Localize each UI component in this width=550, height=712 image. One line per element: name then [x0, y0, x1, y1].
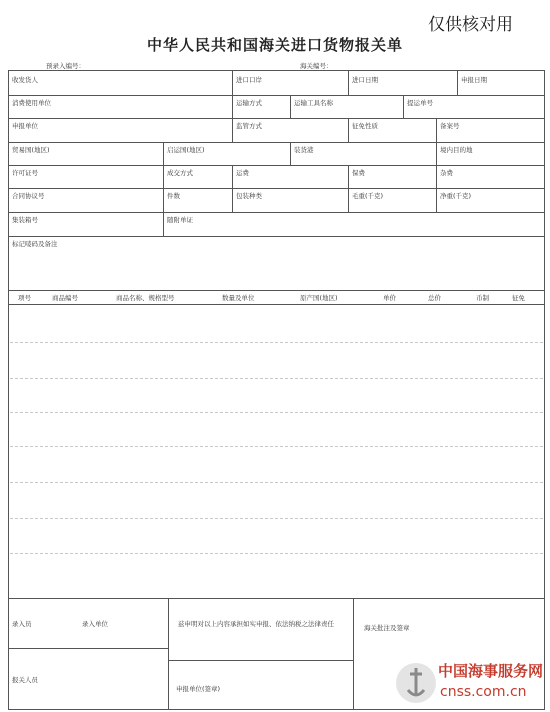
- col-divider: [290, 95, 291, 118]
- deal-mode-label: 成交方式: [167, 169, 193, 177]
- goods-row-line: [10, 482, 543, 483]
- row-divider: [8, 188, 545, 189]
- domestic-destination-label: 境内目的地: [440, 146, 473, 154]
- gross-weight-label: 毛重(千克): [352, 192, 384, 200]
- net-weight-label: 净重(千克): [440, 192, 472, 200]
- goods-row-line: [10, 412, 543, 413]
- exemption-label: 征免性质: [352, 122, 378, 130]
- col-divider: [290, 142, 291, 165]
- anchor-logo-icon: [394, 660, 438, 706]
- col-divider: [232, 70, 233, 95]
- consumer-label: 消费使用单位: [12, 99, 51, 107]
- goods-col-name: 商品名称、规格型号: [116, 294, 175, 302]
- site-watermark: [394, 658, 544, 708]
- row-divider: [8, 236, 545, 237]
- license-number-label: 许可证号: [12, 169, 38, 177]
- col-divider: [232, 188, 233, 212]
- declaration-statement: 兹申明对以上内容承担如实申报、依法纳税之法律责任: [178, 620, 334, 628]
- col-divider: [168, 598, 169, 710]
- form-title: 中华人民共和国海关进口货物报关单: [146, 36, 403, 54]
- col-divider: [163, 142, 164, 165]
- record-number-label: 备案号: [440, 122, 460, 130]
- row-divider: [8, 165, 545, 166]
- package-type-label: 包装种类: [236, 192, 262, 200]
- col-divider: [348, 165, 349, 188]
- goods-col-quantity: 数量及单位: [222, 294, 255, 302]
- col-divider: [348, 118, 349, 142]
- transport-mode-label: 运输方式: [236, 99, 262, 107]
- row-divider: [8, 290, 545, 291]
- goods-row-line: [10, 342, 543, 343]
- row-divider: [8, 118, 545, 119]
- container-number-label: 集装箱号: [12, 216, 38, 224]
- goods-row-line: [10, 553, 543, 554]
- col-divider: [436, 165, 437, 188]
- col-divider: [232, 118, 233, 142]
- declaration-form-frame: [8, 70, 545, 710]
- row-divider: [168, 660, 353, 661]
- col-divider: [403, 95, 404, 118]
- packages-label: 件数: [167, 192, 180, 200]
- consignee-label: 收发货人: [12, 76, 38, 84]
- marks-remarks-label: 标记唛码及备注: [12, 240, 58, 248]
- entry-clerk-label: 录入员: [12, 620, 32, 628]
- goods-col-unit-price: 单价: [383, 294, 396, 302]
- col-divider: [348, 188, 349, 212]
- declare-unit-signature-label: 申报单位(签章): [176, 685, 221, 693]
- row-divider: [8, 212, 545, 213]
- goods-row-line: [10, 446, 543, 447]
- declare-person-label: 报关人员: [12, 676, 38, 684]
- goods-col-total: 总价: [428, 294, 441, 302]
- contract-number-label: 合同协议号: [12, 192, 45, 200]
- row-divider: [8, 304, 545, 305]
- customs-approval-label: 海关批注及签章: [364, 624, 410, 632]
- col-divider: [163, 188, 164, 212]
- for-verification-stamp: 仅供核对用: [428, 15, 513, 35]
- documents-label: 随附单证: [167, 216, 193, 224]
- insurance-label: 保费: [352, 169, 365, 177]
- loading-port-label: 装货港: [294, 146, 314, 154]
- import-date-label: 进口日期: [352, 76, 378, 84]
- row-divider: [8, 598, 545, 599]
- row-divider: [8, 648, 168, 649]
- col-divider: [457, 70, 458, 95]
- col-divider: [232, 95, 233, 118]
- import-port-label: 进口口岸: [236, 76, 262, 84]
- preentry-number-label: 预录入编号：: [46, 62, 85, 70]
- col-divider: [436, 118, 437, 142]
- entry-unit-label: 录入单位: [82, 620, 108, 628]
- goods-col-exemption: 征免: [512, 294, 525, 302]
- col-divider: [348, 70, 349, 95]
- col-divider: [436, 142, 437, 165]
- customs-number-label: 海关编号：: [300, 62, 333, 70]
- vehicle-name-label: 运输工具名称: [294, 99, 333, 107]
- declare-date-label: 申报日期: [461, 76, 487, 84]
- goods-col-code: 商品编号: [52, 294, 78, 302]
- goods-col-item: 项号: [18, 294, 31, 302]
- freight-label: 运费: [236, 169, 249, 177]
- row-divider: [8, 95, 545, 96]
- col-divider: [353, 598, 354, 710]
- watermark-cn-text: 中国海事服务网: [438, 662, 544, 680]
- col-divider: [163, 212, 164, 236]
- goods-row-line: [10, 518, 543, 519]
- bill-number-label: 提运单号: [407, 99, 433, 107]
- supervision-label: 监管方式: [236, 122, 262, 130]
- col-divider: [232, 165, 233, 188]
- origin-country-label: 启运国(地区): [167, 146, 205, 154]
- declarant-label: 申报单位: [12, 122, 38, 130]
- watermark-en-text: cnss.com.cn: [440, 684, 527, 700]
- goods-row-line: [10, 378, 543, 379]
- trade-country-label: 贸易国(地区): [12, 146, 50, 154]
- row-divider: [8, 142, 545, 143]
- misc-fee-label: 杂费: [440, 169, 453, 177]
- col-divider: [436, 188, 437, 212]
- goods-col-origin: 原产国(地区): [300, 294, 338, 302]
- goods-col-currency: 币制: [476, 294, 489, 302]
- col-divider: [163, 165, 164, 188]
